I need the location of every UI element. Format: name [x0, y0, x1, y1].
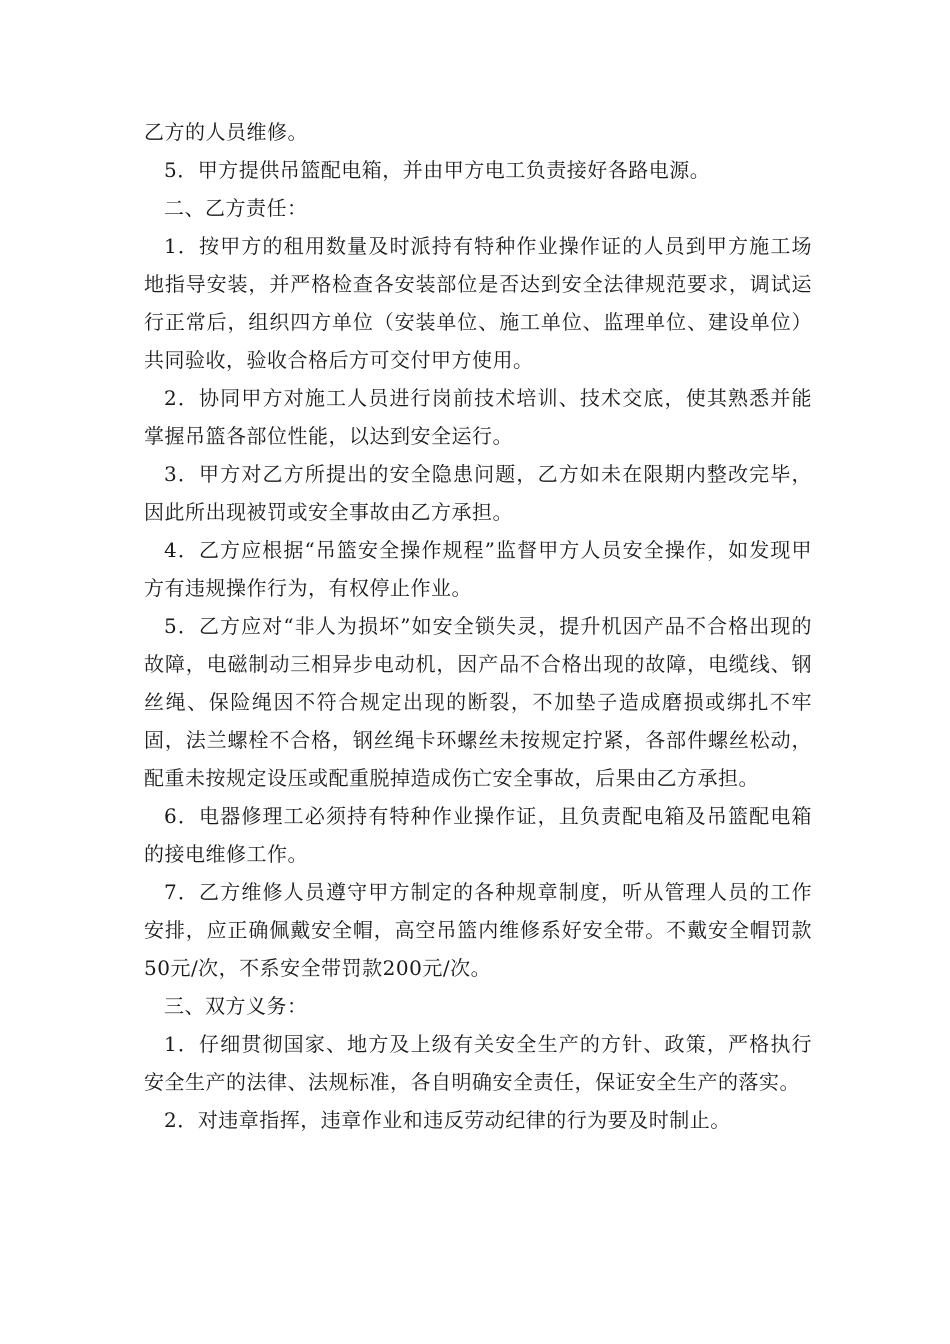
- paragraph-continuation: 乙方的人员维修。: [144, 120, 308, 144]
- paragraph-item-b6: 6．电器修理工必须持有特种作业操作证，且负责配电箱及吊篮配电箱的接电维修工作。: [144, 804, 812, 866]
- paragraph-item-b2: 2．协同甲方对施工人员进行岗前技术培训、技术交底，使其熟悉并能掌握吊篮各部位性能，以达到安全运行。: [144, 386, 812, 448]
- paragraph-item-b7: 7．乙方维修人员遵守甲方制定的各种规章制度，听从管理人员的工作安排，应正确佩戴安全帽，高空吊篮内维修系好安全带。不戴安全帽罚款50元/次，不系安全带罚款200元/次。: [144, 880, 812, 980]
- paragraph-item-a5: 5．甲方提供吊篮配电箱，并由甲方电工负责接好各路电源。: [164, 158, 711, 182]
- section-heading-mutual-obligations: 三、双方义务：: [164, 994, 308, 1018]
- paragraph-item-c2: 2．对违章指挥，违章作业和违反劳动纪律的行为要及时制止。: [164, 1108, 731, 1132]
- paragraph-item-c1: 1．仔细贯彻国家、地方及上级有关安全生产的方针、政策，严格执行安全生产的法律、法规标准，各自明确安全责任，保证安全生产的落实。: [144, 1032, 812, 1094]
- paragraph-item-b5: 5．乙方应对“非人为损坏”如安全锁失灵，提升机因产品不合格出现的故障，电磁制动三相异步电动机，因产品不合格出现的故障，电缆线、钢丝绳、保险绳因不符合规定出现的断裂，不加垫子造成磨损或绑扎不牢固，法兰螺栓不合格，钢丝绳卡环螺丝未按规定拧紧，各部件螺丝松动，配重未按规定设压或配重脱掉造成伤亡安全事故，后果由乙方承担。: [144, 614, 812, 790]
- paragraph-item-b3: 3．甲方对乙方所提出的安全隐患问题，乙方如未在限期内整改完毕，因此所出现被罚或安全事故由乙方承担。: [144, 462, 812, 524]
- paragraph-item-b4: 4．乙方应根据“吊篮安全操作规程”监督甲方人员安全操作，如发现甲方有违规操作行为，有权停止作业。: [144, 538, 812, 600]
- section-heading-party-b-duties: 二、乙方责任：: [164, 196, 308, 220]
- paragraph-item-b1: 1．按甲方的租用数量及时派持有特种作业操作证的人员到甲方施工场地指导安装，并严格检查各安装部位是否达到安全法律规范要求，调试运行正常后，组织四方单位（安装单位、施工单位、监理单位、建设单位）共同验收，验收合格后方可交付甲方使用。: [144, 234, 812, 372]
- document-body: [144, 113, 812, 1139]
